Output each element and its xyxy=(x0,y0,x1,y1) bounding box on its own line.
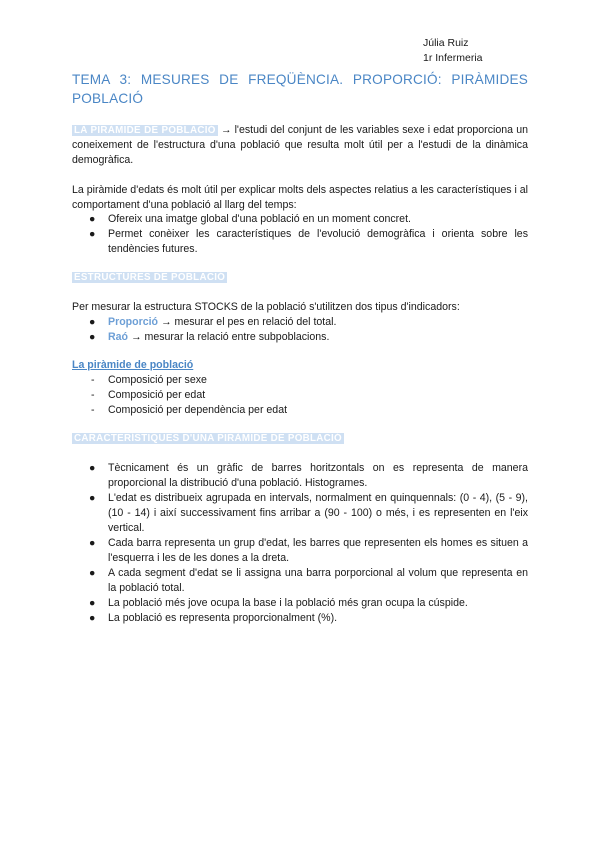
list-item: ● A cada segment d'edat se li assigna una barra porporcional al volum que representa en la població total. xyxy=(89,567,528,594)
author-block xyxy=(423,36,483,66)
pyramid-list xyxy=(72,373,528,418)
characteristics-heading: CARACTERÍSTIQUES D'UNA PIRÀMIDE DE POBLACIÓ xyxy=(74,433,342,444)
list-item: ● Proporció → mesurar el pes en relació del total. xyxy=(89,316,337,328)
usefulness-list xyxy=(72,212,528,257)
document-title: TEMA 3: MESURES DE FREQÜÈNCIA. PROPORCIÓ: PIRÀMIDES POBLACIÓ xyxy=(72,72,528,106)
bullet-marker: ● xyxy=(89,612,96,624)
bullet-marker: ● xyxy=(89,597,96,609)
bullet-marker: ● xyxy=(89,228,96,240)
list-item: ● Tècnicament és un gràfic de barres horitzontals on es representa de manera proporcional la distribució d'una població. Histogrames. xyxy=(89,462,528,489)
bullet-marker: ● xyxy=(89,462,96,474)
bullet-marker: ● xyxy=(89,331,96,343)
indicator-term: Raó xyxy=(108,331,129,343)
list-item: ● La població més jove ocupa la base i la població més gran ocupa la cúspide. xyxy=(89,597,468,609)
dash-marker: - xyxy=(91,389,95,401)
list-item: ● Cada barra representa un grup d'edat, les barres que representen els homes es situen a l'esquerra i les de les dones a la dreta. xyxy=(89,537,528,564)
bullet-marker: ● xyxy=(89,492,96,504)
list-item: - Composició per sexe xyxy=(91,374,207,386)
bullet-marker: ● xyxy=(89,213,96,225)
bullet-marker: ● xyxy=(89,316,96,328)
structures-heading: ESTRUCTURES DE POBLACIÓ xyxy=(74,272,226,283)
author-course: 1r Infermeria xyxy=(423,52,483,64)
intro-paragraph xyxy=(72,123,528,168)
list-item: ● La població es representa proporcionalment (%). xyxy=(89,612,338,624)
indicators-list xyxy=(72,315,528,345)
usefulness-paragraph: La piràmide d'edats és molt útil per explicar molts dels aspectes relatius a les característiques i al comportament d'una població al llarg del temps: xyxy=(72,184,528,211)
dash-marker: - xyxy=(91,374,95,386)
structures-paragraph: Per mesurar la estructura STOCKS de la població s'utilitzen dos tipus d'indicadors: xyxy=(72,301,460,313)
author-name: Júlia Ruiz xyxy=(423,37,469,49)
list-item: ● Ofereix una imatge global d'una població en un moment concret. xyxy=(89,213,411,225)
pyramid-heading: La piràmide de població xyxy=(72,359,194,371)
bullet-marker: ● xyxy=(89,537,96,549)
indicator-term: Proporció xyxy=(108,316,159,328)
characteristics-list xyxy=(72,461,528,626)
list-item: ● Permet conèixer les característiques de l'evolució demogràfica i orienta sobre les tendències futures. xyxy=(89,228,528,255)
list-item: ● L'edat es distribueix agrupada en intervals, normalment en quinquennals: (0 - 4), (5 - 9), (10 - 14) i així successivament fins arribar a (90 - 100) o més, i es representen en l'eix vertical. xyxy=(89,492,528,534)
intro-term-highlight: LA PIRÀMIDE DE POBLACIÓ xyxy=(74,125,216,136)
list-item: - Composició per edat xyxy=(91,389,206,401)
list-item: ● Raó → mesurar la relació entre subpoblacions. xyxy=(89,331,330,343)
bullet-marker: ● xyxy=(89,567,96,579)
list-item: - Composició per dependència per edat xyxy=(91,404,288,416)
intro-definition: → l'estudi del conjunt de les variables sexe i edat proporciona un coneixement de l'estructura d'una població que resulta molt útil per a l'estudi de la dinàmica demogràfica. xyxy=(72,124,528,166)
dash-marker: - xyxy=(91,404,95,416)
